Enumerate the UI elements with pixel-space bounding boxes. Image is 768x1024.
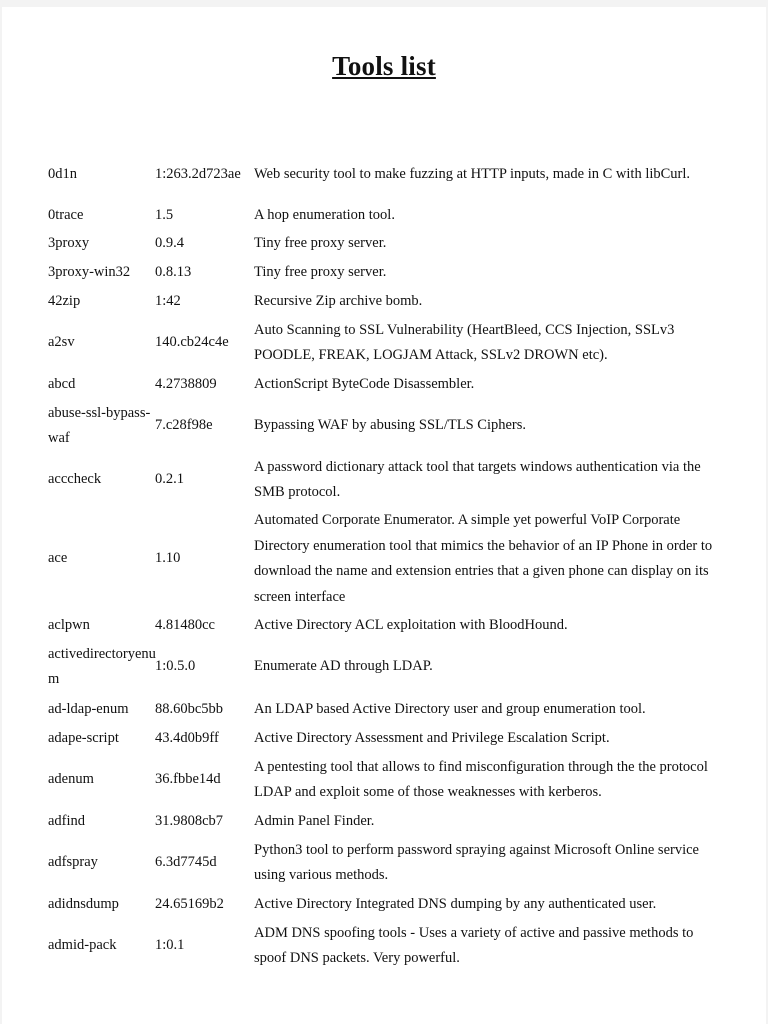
table-row [2, 837, 766, 889]
tool-version: 31.9808cb7 [155, 813, 224, 830]
tool-version: 4.2738809 [155, 376, 217, 393]
tool-name: abuse-ssl-bypass-waf [48, 404, 151, 446]
tool-description: Tiny free proxy server. [254, 264, 387, 281]
table-row [2, 754, 766, 806]
tool-description: ActionScript ByteCode Disassembler. [254, 376, 475, 393]
tool-version: 0.8.13 [155, 264, 192, 281]
tool-name: aclpwn [48, 617, 90, 634]
tool-name: adfspray [48, 854, 98, 871]
tool-version: 1:0.1 [155, 937, 185, 954]
table-row [2, 697, 766, 723]
tool-name: acccheck [48, 471, 102, 488]
tool-version: 43.4d0b9ff [155, 730, 219, 747]
tool-name: a2sv [48, 334, 75, 351]
table-row [2, 260, 766, 286]
tool-version: 4.81480cc [155, 617, 215, 634]
tool-version: 6.3d7745d [155, 854, 217, 871]
tool-name: adidnsdump [48, 896, 119, 913]
table-row [2, 613, 766, 639]
tool-name: 3proxy [48, 235, 90, 252]
table-row [2, 508, 766, 610]
table-row [2, 400, 766, 452]
tool-description: An LDAP based Active Directory user and group enumeration tool. [254, 701, 646, 718]
document-page [2, 7, 766, 1024]
tool-description: Automated Corporate Enumerator. A simple yet powerful VoIP Corporate Directory enumeration tool that mimics the behavior of an IP Phone in order to download the name and extension entries that a given phone can display on its screen interface [254, 512, 713, 605]
tool-name: adenum [48, 771, 94, 788]
tool-name: 0d1n [48, 166, 77, 183]
tool-version: 140.cb24c4e [155, 334, 229, 351]
tool-name: 0trace [48, 207, 84, 224]
tool-name: adape-script [48, 730, 119, 747]
tool-description: A hop enumeration tool. [254, 207, 395, 224]
tool-name: activedirectoryenum [48, 645, 156, 687]
tool-description: Active Directory ACL exploitation with BloodHound. [254, 617, 568, 634]
tool-version: 0.9.4 [155, 235, 184, 252]
tool-description: Active Directory Assessment and Privilege Escalation Script. [254, 730, 610, 747]
tool-version: 1:0.5.0 [155, 658, 196, 675]
tool-name: ad-ldap-enum [48, 701, 129, 718]
table-row [2, 317, 766, 369]
tool-version: 7.c28f98e [155, 417, 213, 434]
tool-description: ADM DNS spoofing tools - Uses a variety of active and passive methods to spoof DNS packets. Very powerful. [254, 924, 694, 966]
table-row [2, 203, 766, 229]
table-row [2, 149, 766, 201]
tool-version: 0.2.1 [155, 471, 184, 488]
table-row [2, 372, 766, 398]
table-row [2, 920, 766, 972]
tool-description: Auto Scanning to SSL Vulnerability (HeartBleed, CCS Injection, SSLv3 POODLE, FREAK, LOGJAM Attack, SSLv2 DROWN etc). [254, 321, 675, 363]
tool-description: Active Directory Integrated DNS dumping by any authenticated user. [254, 896, 657, 913]
page-title: Tools list [332, 51, 436, 81]
tool-description: A pentesting tool that allows to find misconfiguration through the the protocol LDAP and exploit some of those weaknesses with kerberos. [254, 758, 708, 800]
tool-version: 1.5 [155, 207, 174, 224]
table-row [2, 726, 766, 752]
tool-description: Python3 tool to perform password spraying against Microsoft Online service using various methods. [254, 841, 699, 883]
tool-description: Tiny free proxy server. [254, 235, 387, 252]
tool-version: 1.10 [155, 550, 181, 567]
tool-name: adfind [48, 813, 86, 830]
tool-version: 88.60bc5bb [155, 701, 224, 718]
tool-name: admid-pack [48, 937, 117, 954]
tool-version: 36.fbbe14d [155, 771, 221, 788]
tool-description: Bypassing WAF by abusing SSL/TLS Ciphers. [254, 417, 527, 434]
table-row [2, 454, 766, 506]
table-row [2, 809, 766, 835]
table-row [2, 641, 766, 693]
table-row [2, 289, 766, 315]
tool-name: ace [48, 550, 68, 567]
tool-version: 24.65169b2 [155, 896, 224, 913]
tool-version: 1:42 [155, 293, 181, 310]
table-row [2, 231, 766, 257]
tool-description: Enumerate AD through LDAP. [254, 658, 433, 675]
tool-description: A password dictionary attack tool that targets windows authentication via the SMB protocol. [254, 458, 701, 500]
tool-description: Web security tool to make fuzzing at HTTP inputs, made in C with libCurl. [254, 166, 691, 183]
table-row [2, 892, 766, 918]
tool-description: Admin Panel Finder. [254, 813, 375, 830]
tool-name: 42zip [48, 293, 81, 310]
tool-name: abcd [48, 376, 76, 393]
tool-description: Recursive Zip archive bomb. [254, 293, 423, 310]
tool-name: 3proxy-win32 [48, 264, 131, 281]
tool-version: 1:263.2d723ae [155, 166, 241, 183]
